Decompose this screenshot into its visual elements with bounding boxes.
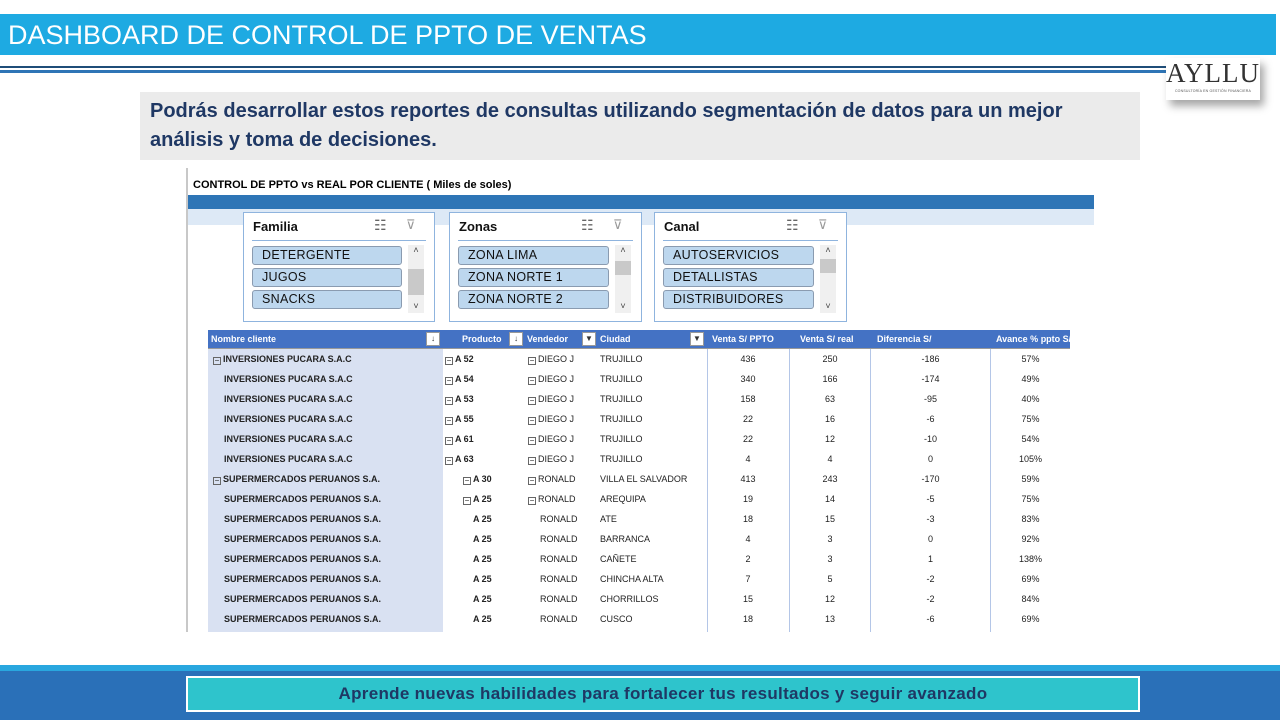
real-cell: 3 [827,534,833,544]
diferencia-cell: 1 [927,554,933,564]
slicer-title: Zonas [459,219,498,234]
ppto-cell: 413 [740,474,756,484]
ciudad-cell: TRUJILLO [600,454,643,464]
collapse-product-icon[interactable]: − [446,436,452,445]
slicer-item[interactable]: DISTRIBUIDORES [663,290,814,309]
producto-cell: A 25 [473,554,492,564]
slicer-zonas [449,212,642,322]
diferencia-cell: -5 [926,494,935,504]
avance-cell: 138% [1018,554,1043,564]
cliente-cell: INVERSIONES PUCARA S.A.C [224,414,353,424]
avance-cell: 59% [1021,474,1040,484]
cliente-cell: INVERSIONES PUCARA S.A.C [223,354,352,364]
cliente-cell: SUPERMERCADOS PERUANOS S.A. [224,594,382,604]
vendedor-cell: DIEGO J [538,354,575,364]
slicer-divider [458,240,633,241]
ppto-cell: 436 [740,354,756,364]
divider [0,70,1170,73]
col-venta-ppto[interactable]: Venta S/ PPTO [712,334,774,344]
avance-cell: 83% [1021,514,1040,524]
ciudad-cell: AREQUIPA [600,494,646,504]
vendedor-cell: DIEGO J [538,454,575,464]
producto-cell: A 25 [473,514,492,524]
page-title: DASHBOARD DE CONTROL DE PPTO DE VENTAS [0,14,1276,57]
table-row [208,569,1070,589]
collapse-product-icon[interactable]: − [446,416,452,425]
scroll-down-icon[interactable]: ˅ [620,301,626,311]
cliente-cell: INVERSIONES PUCARA S.A.C [224,434,353,444]
real-cell: 243 [822,474,838,484]
collapse-vendor-icon[interactable]: − [529,496,535,505]
avance-cell: 84% [1021,594,1040,604]
sort-filter-icon[interactable]: ↓ [426,332,440,346]
ppto-cell: 4 [745,454,751,464]
collapse-vendor-icon[interactable]: − [529,476,535,485]
vendedor-cell: DIEGO J [538,434,575,444]
table-row [208,429,1070,449]
clear-filter-icon[interactable]: ⊽ [818,217,828,232]
collapse-product-icon[interactable]: − [464,496,470,505]
producto-cell: A 25 [473,494,492,504]
table-row [208,609,1070,629]
table-row [208,589,1070,609]
multi-select-icon[interactable]: ☷ [786,217,799,233]
real-cell: 12 [824,434,835,444]
producto-cell: A 25 [473,614,492,624]
col-ciudad[interactable]: Ciudad [600,334,631,344]
ciudad-cell: BARRANCA [600,534,651,544]
col-producto[interactable]: Producto [462,334,502,344]
collapse-product-icon[interactable]: − [446,456,452,465]
table-row [208,489,1070,509]
table-row [208,449,1070,469]
producto-cell: A 55 [455,414,474,424]
vendedor-cell: DIEGO J [538,394,575,404]
multi-select-icon[interactable]: ☷ [374,217,387,233]
avance-cell: 49% [1021,374,1040,384]
real-cell: 15 [824,514,835,524]
scroll-up-icon[interactable]: ˄ [413,245,419,255]
header-band [188,195,1094,209]
collapse-product-icon[interactable]: − [446,356,452,365]
diferencia-cell: -6 [926,414,935,424]
avance-cell: 57% [1021,354,1040,364]
cliente-cell: INVERSIONES PUCARA S.A.C [224,454,353,464]
slicer-item[interactable]: DETALLISTAS [663,268,814,287]
producto-cell: A 63 [455,454,474,464]
cliente-cell: SUPERMERCADOS PERUANOS S.A. [224,534,382,544]
cliente-cell: SUPERMERCADOS PERUANOS S.A. [224,494,382,504]
scroll-thumb[interactable] [615,261,631,275]
diferencia-cell: -2 [926,574,935,584]
producto-cell: A 25 [473,534,492,544]
col-diferencia[interactable]: Diferencia S/ [877,334,932,344]
vendedor-cell: RONALD [538,474,576,484]
table-row [208,509,1070,529]
ciudad-cell: TRUJILLO [600,394,643,404]
ppto-cell: 18 [742,614,753,624]
vendedor-cell: RONALD [540,594,578,604]
table-row [208,349,1070,369]
table-row [208,389,1070,409]
vendedor-cell: RONALD [540,534,578,544]
slicer-scrollbar[interactable] [615,245,631,313]
producto-cell: A 25 [473,574,492,584]
slicer-item[interactable]: ZONA NORTE 1 [458,268,609,287]
ciudad-cell: CHINCHA ALTA [600,574,664,584]
scroll-down-icon[interactable]: ˅ [825,301,831,311]
avance-cell: 75% [1021,494,1040,504]
ciudad-cell: CUSCO [600,614,633,624]
avance-cell: 54% [1021,434,1040,444]
col-venta-real[interactable]: Venta S/ real [800,334,854,344]
collapse-client-icon[interactable]: − [214,356,220,365]
footer-banner: Aprende nuevas habilidades para fortalecer tus resultados y seguir avanzado [186,676,1140,712]
sort-filter-icon[interactable]: ↓ [509,332,523,346]
slicer-item[interactable]: ZONA LIMA [458,246,609,265]
vendedor-cell: RONALD [540,514,578,524]
subtitle-text: Podrás desarrollar estos reportes de consultas utilizando segmentación de datos para un mejor análisis y toma de decisiones. [140,92,1140,160]
collapse-product-icon[interactable]: − [446,376,452,385]
clear-filter-icon[interactable]: ⊽ [613,217,623,232]
dropdown-icon[interactable]: ▼ [690,332,704,346]
ciudad-cell: CHORRILLOS [600,594,659,604]
ppto-cell: 7 [745,574,751,584]
ppto-cell: 2 [745,554,751,564]
excel-sheet [186,168,1094,632]
producto-cell: A 25 [473,594,492,604]
diferencia-cell: -3 [926,514,935,524]
slicer-item[interactable]: AUTOSERVICIOS [663,246,814,265]
collapse-vendor-icon[interactable]: − [529,376,535,385]
real-cell: 63 [824,394,835,404]
ppto-cell: 22 [742,414,753,424]
ayllu-logo [1166,58,1260,100]
ciudad-cell: TRUJILLO [600,354,643,364]
vendedor-cell: DIEGO J [538,414,575,424]
real-cell: 13 [824,614,835,624]
vendedor-cell: DIEGO J [538,374,575,384]
collapse-vendor-icon[interactable]: − [529,416,535,425]
table-header [208,330,1070,349]
ppto-cell: 19 [742,494,753,504]
slicer-item[interactable]: JUGOS [252,268,402,287]
col-vendedor[interactable]: Vendedor [527,334,569,344]
cliente-cell: SUPERMERCADOS PERUANOS S.A. [224,614,382,624]
real-cell: 3 [827,554,833,564]
diferencia-cell: -6 [926,614,935,624]
ciudad-cell: TRUJILLO [600,374,643,384]
scroll-up-icon[interactable]: ˄ [620,245,626,255]
slicer-canal [654,212,847,322]
ciudad-cell: TRUJILLO [600,414,643,424]
divider [0,66,1170,68]
producto-cell: A 52 [455,354,474,364]
collapse-vendor-icon[interactable]: − [529,356,535,365]
ppto-cell: 22 [742,434,753,444]
slicer-divider [252,240,426,241]
scroll-up-icon[interactable]: ˄ [825,245,831,255]
slicer-scrollbar[interactable] [408,245,424,313]
ppto-cell: 158 [740,394,756,404]
ppto-cell: 4 [745,534,751,544]
producto-cell: A 61 [455,434,474,444]
producto-cell: A 53 [455,394,474,404]
scroll-down-icon[interactable]: ˅ [413,301,419,311]
avance-cell: 69% [1021,574,1040,584]
table-row [208,369,1070,389]
vendedor-cell: RONALD [540,574,578,584]
diferencia-cell: -2 [926,594,935,604]
logo-text: AYLLU [1166,58,1261,88]
avance-cell: 92% [1021,534,1040,544]
clear-filter-icon[interactable]: ⊽ [406,217,416,232]
diferencia-cell: 0 [927,534,933,544]
diferencia-cell: 0 [927,454,933,464]
ciudad-cell: TRUJILLO [600,434,643,444]
cliente-cell: SUPERMERCADOS PERUANOS S.A. [224,554,382,564]
diferencia-cell: -10 [923,434,937,444]
slicer-item[interactable]: SNACKS [252,290,402,309]
real-cell: 166 [822,374,838,384]
real-cell: 4 [827,454,833,464]
table-row [208,549,1070,569]
slicer-title: Familia [253,219,298,234]
collapse-client-icon[interactable]: − [214,476,220,485]
slicer-title: Canal [664,219,700,234]
diferencia-cell: -174 [921,374,940,384]
logo-tagline: CONSULTORÍA EN GESTIÓN FINANCIERA [1174,89,1252,93]
table-row [208,409,1070,429]
ciudad-cell: VILLA EL SALVADOR [600,474,688,484]
slicer-item[interactable]: ZONA NORTE 2 [458,290,609,309]
slicer-divider [663,240,838,241]
diferencia-cell: -170 [921,474,940,484]
avance-cell: 105% [1018,454,1043,464]
scroll-thumb[interactable] [408,269,424,295]
table-row [208,529,1070,549]
collapse-product-icon[interactable]: − [446,396,452,405]
col-nombre-cliente[interactable]: Nombre cliente [211,334,277,344]
cliente-cell: SUPERMERCADOS PERUANOS S.A. [224,574,382,584]
sheet-title: CONTROL DE PPTO vs REAL POR CLIENTE ( Miles de soles) [193,179,512,191]
col-avance[interactable]: Avance % ppto S/ [996,334,1072,344]
avance-cell: 40% [1021,394,1040,404]
table-row [208,469,1070,489]
vendedor-cell: RONALD [538,494,576,504]
collapse-vendor-icon[interactable]: − [529,396,535,405]
real-cell: 16 [824,414,835,424]
avance-cell: 75% [1021,414,1040,424]
ciudad-cell: CAÑETE [600,554,637,564]
diferencia-cell: -186 [921,354,940,364]
collapse-vendor-icon[interactable]: − [529,436,535,445]
collapse-product-icon[interactable]: − [464,476,470,485]
producto-cell: A 30 [473,474,492,484]
dropdown-icon[interactable]: ▼ [582,332,596,346]
ppto-cell: 18 [742,514,753,524]
slicer-scrollbar[interactable] [820,245,836,313]
ppto-cell: 15 [742,594,753,604]
slicer-item[interactable]: DETERGENTE [252,246,402,265]
real-cell: 12 [824,594,835,604]
scroll-thumb[interactable] [820,259,836,273]
real-cell: 250 [822,354,838,364]
avance-cell: 69% [1021,614,1040,624]
collapse-vendor-icon[interactable]: − [529,456,535,465]
real-cell: 14 [824,494,835,504]
slicer-familia [243,212,435,322]
cliente-cell: SUPERMERCADOS PERUANOS S.A. [223,474,381,484]
ppto-cell: 340 [740,374,756,384]
vendedor-cell: RONALD [540,614,578,624]
producto-cell: A 54 [455,374,474,384]
vendedor-cell: RONALD [540,554,578,564]
diferencia-cell: -95 [923,394,937,404]
real-cell: 5 [827,574,833,584]
cliente-cell: INVERSIONES PUCARA S.A.C [224,394,353,404]
cliente-cell: INVERSIONES PUCARA S.A.C [224,374,353,384]
multi-select-icon[interactable]: ☷ [581,217,594,233]
cliente-cell: SUPERMERCADOS PERUANOS S.A. [224,514,382,524]
ciudad-cell: ATE [600,514,617,524]
